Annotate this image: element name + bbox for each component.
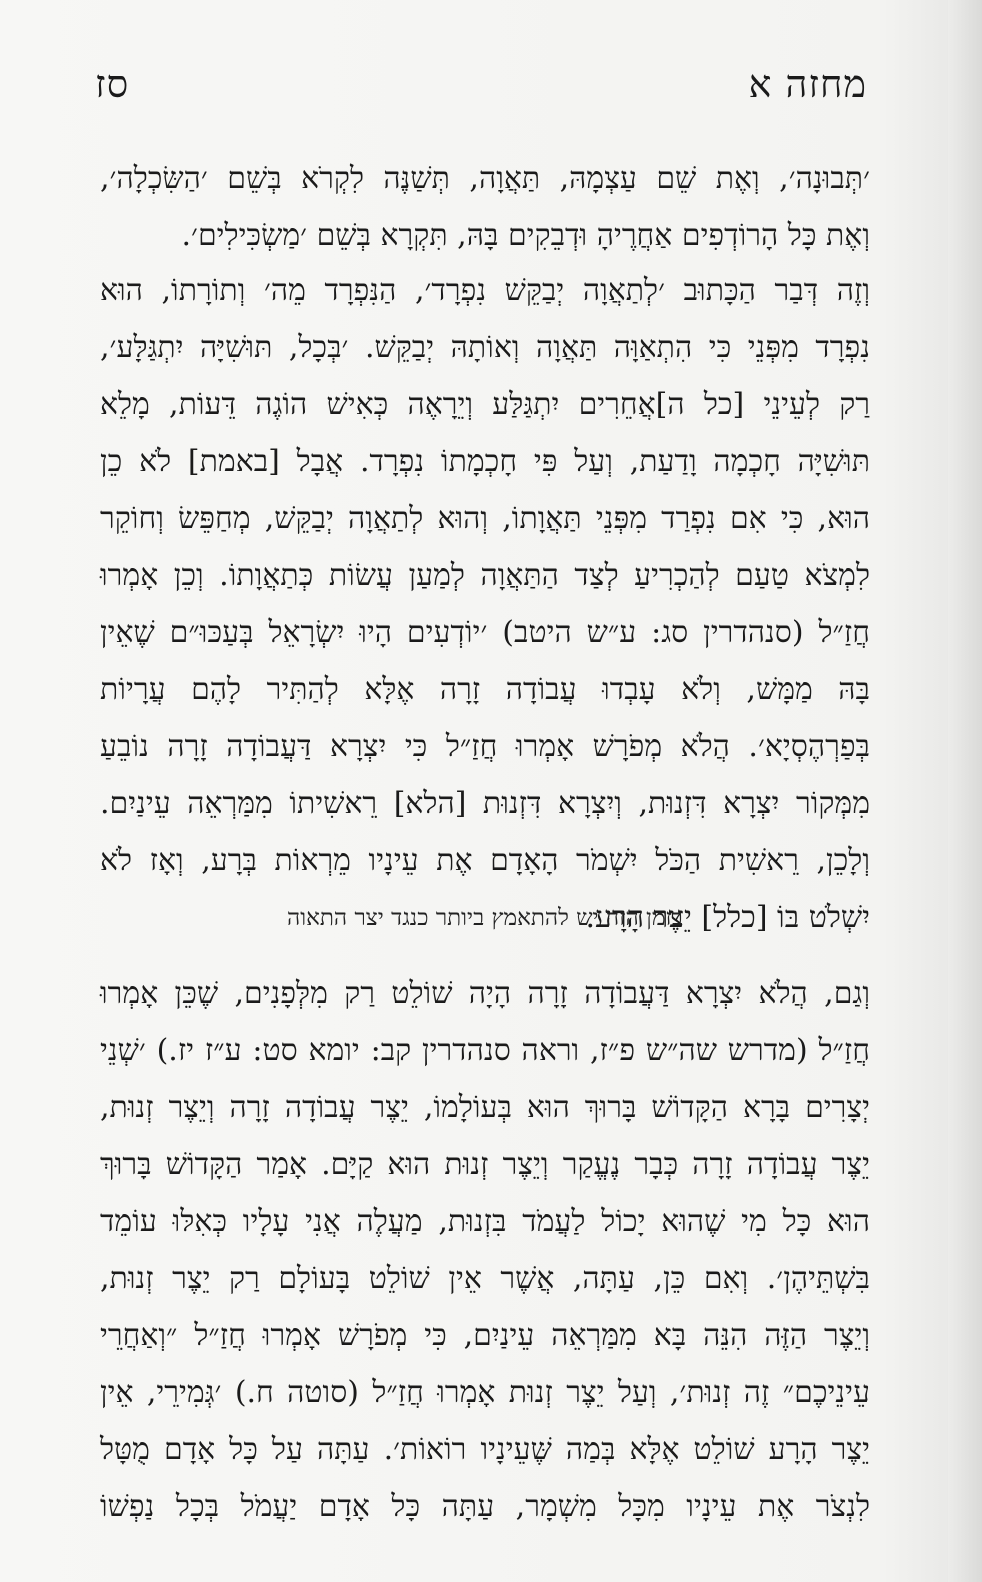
text-line: תּוּשִׁיָּה חָכְמָה וָדַעַת, וְעַל פִּי חָכְמָתוֹ נִפְרָד. אֲבָל [באמת] לֹא כֵן bbox=[100, 444, 870, 479]
text-line: הוּא, כִּי אִם נִפְרַד מִפְּנֵי תַּאֲוָתוֹ, וְהוּא לְתַאֲוָה יְבַקֵּשׁ, מְחַפֵּשׂ וְחוֹקֵר bbox=[100, 501, 870, 536]
text-line: וְגַם, הֲלֹא יִצְרָא דַּעֲבוֹדָה זָרָה הָיָה שׁוֹלֵט רַק מִלְּפָנִים, שֶׁכֵּן אָמְרוּ bbox=[100, 976, 870, 1011]
page-number: סז bbox=[95, 62, 130, 106]
text-line: לִנְצֹר אֶת עֵינָיו מִכָּל מִשְׁמָר, עַתָּה כָּל אָדָם יַעֲמֹל בְּכָל נַפְשׁוֹ bbox=[100, 1489, 870, 1524]
chapter-title: מחזה א bbox=[748, 62, 867, 106]
text-line: מִמְּקוֹר יִצְרָא דִּזְנוּת, וְיִצְרָא דִּזְנוּת [הלא] רֵאשִׁיתוֹ מִמַּרְאֵה עֵינַיִם. bbox=[100, 786, 870, 821]
text-line: בִּשְׁתֵּיהֶן׳. וְאִם כֵּן, עַתָּה, אֲשֶׁר אֵין שׁוֹלֵט בָּעוֹלָם רַק יֵצֶר זְנוּת, bbox=[100, 1261, 870, 1296]
text-line: בָּהּ מַמָּשׁ, וְלֹא עָבְדוּ עֲבוֹדָה זָרָה אֶלָּא לְהַתִּיר לָהֶם עֲרָיוֹת bbox=[100, 672, 870, 707]
text-line: יִשְׁלֹט בּוֹ [כלל] יֵצֶר הָרָע. bbox=[585, 900, 870, 935]
text-line: רַק לְעֵינֵי [כל ה]אֲחֵרִים יִתְגַּלַּע וְיֵרָאֶה כְּאִישׁ הוֹגֶה דֵּעוֹת, מָלֵא bbox=[100, 387, 870, 422]
text-line: עֵינֵיכֶם״ זֶה זְנוּת׳, וְעַל יֵצֶר זְנוּת אָמְרוּ חֲזַ״ל (סוטה ח.) ׳גְּמִירֵי, אֵין bbox=[100, 1375, 870, 1410]
text-line: ׳תְּבוּנָה׳, וְאֶת שֵׁם עַצְמָהּ, תַּאֲוָה, תְּשַׁנֶּה לִקְרֹא בְּשֵׁם ׳הַשִּׂכְלָה׳, bbox=[100, 161, 870, 196]
text-line: הוּא כָּל מִי שֶׁהוּא יָכוֹל לַעֲמֹד בִּזְנוּת, מַעֲלֶה אֲנִי עָלָיו כְּאִלּוּ עוֹמֵד bbox=[100, 1204, 870, 1239]
text-line: בְּפַרְהֶסְיָא׳. הֲלֹא מְפֹרָשׁ אָמְרוּ חֲזַ״ל כִּי יִצְרָא דַּעֲבוֹדָה זָרָה נוֹבֵעַ bbox=[100, 729, 870, 764]
text-line: יֵצֶר עֲבוֹדָה זָרָה כְּבָר נֶעֱקַר וְיֵצֶר זְנוּת הוּא קַיָּם. אָמַר הַקָּדוֹשׁ בָּרוּךְ bbox=[100, 1147, 870, 1182]
text-line: יֵצֶר הָרָע שׁוֹלֵט אֶלָּא בְּמַה שֶּׁעֵינָיו רוֹאוֹת׳. עַתָּה עַל כָּל אָדָם מֻטָּל bbox=[100, 1432, 870, 1467]
text-line: וְלָכֵן, רֵאשִׁית הַכֹּל יִשְׁמֹר הָאָדָם אֶת עֵינָיו מֵרְאוֹת בְּרָע, וְאָז לֹא bbox=[100, 843, 870, 878]
text-line: יְצָרִים בָּרָא הַקָּדוֹשׁ בָּרוּךְ הוּא בְּעוֹלָמוֹ, יֵצֶר עֲבוֹדָה זָרָה וְיֵצֶר זְנוּת, bbox=[100, 1090, 870, 1125]
text-line: וְזֶה דְּבַר הַכָּתוּב ׳לְתַאֲוָה יְבַקֵּשׁ נִפְרָד׳, הַנִּפְרָד מֵה׳ וְתוֹרָתוֹ, הוּא bbox=[100, 273, 870, 308]
section-subheading: בזמן הזה יש להתאמץ ביותר כנגד יצר התאוה bbox=[286, 905, 684, 931]
text-line: לִמְצֹא טַעַם לְהַכְרִיעַ לְצַד הַתַּאֲוָה לְמַעַן עֲשׂוֹת כְּתַאֲוָתוֹ. וְכֵן אָמְרוּ bbox=[100, 558, 870, 593]
text-line: וְיֵצֶר הַזֶּה הִנֵּה בָּא מִמַּרְאֵה עֵינַיִם, כִּי מְפֹרָשׁ אָמְרוּ חֲזַ״ל ״וְאַחֲרֵי bbox=[100, 1318, 870, 1353]
text-line: וְאֶת כָּל הָרוֹדְפִים אַחֲרֶיהָ וּדְבֵקִים בָּהּ, תִּקְרָא בְּשֵׁם ׳מַשְׂכִּילִים׳. bbox=[181, 218, 870, 253]
running-header bbox=[95, 62, 867, 107]
text-line: חֲזַ״ל (סנהדרין סג: ע״ש היטב) ׳יוֹדְעִים הָיוּ יִשְׂרָאֵל בְּעַכּוּ״ם שֶׁאֵין bbox=[100, 615, 870, 650]
text-line: חֲזַ״ל (מדרש שה״ש פ״ז, וראה סנהדרין קב: יומא סט: ע״ז יז.) ׳שְׁנֵי bbox=[100, 1033, 870, 1068]
paragraph-3 bbox=[100, 965, 870, 1535]
paragraph-1 bbox=[100, 150, 870, 264]
page-edge-shadow bbox=[948, 0, 982, 1582]
text-line: נִפְרָד מִפְּנֵי כִּי הִתְאַוָּה תַּאֲוָה וְאוֹתָהּ יְבַקֵּשׁ. ׳בְּכָל, תּוּשִׁיָּה יִתְגַּלָּע׳, bbox=[100, 330, 870, 365]
paragraph-2 bbox=[100, 262, 870, 946]
